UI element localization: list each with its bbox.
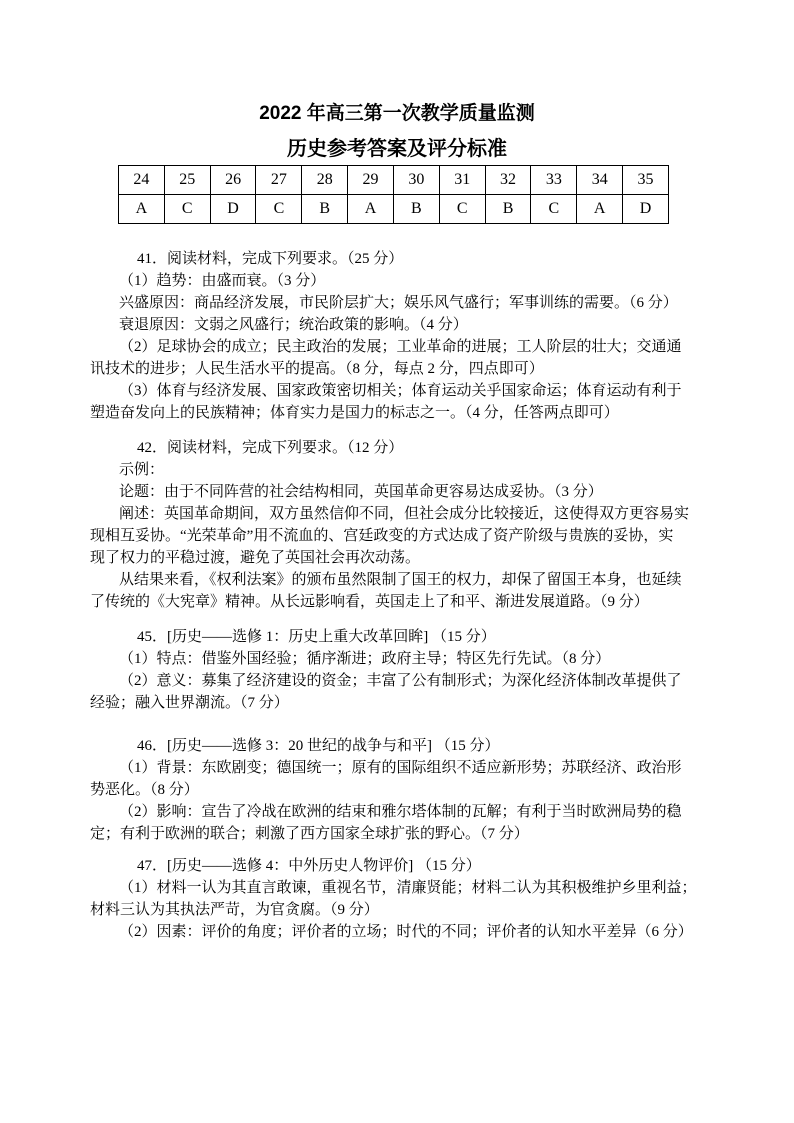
- answer-cell: D: [210, 195, 256, 224]
- answer-line: （2）影响：宣告了冷战在欧洲的结束和雅尔塔体制的瓦解；有利于当时欧洲局势的稳: [119, 804, 682, 820]
- answer-line: 47．[历史——选修 4：中外历史人物评价] （15 分）: [137, 858, 481, 874]
- answer-line: （3）体育与经济发展、国家政策密切相关；体育运动关乎国家命运；体育运动有利于: [119, 383, 682, 399]
- answer-line: （1）特点：借鉴外国经验；循序渐进；政府主导；特区先行先试。（8 分）: [119, 651, 611, 667]
- answer-line: 45．[历史——选修 1：历史上重大改革回眸] （15 分）: [137, 629, 496, 645]
- answer-cell: A: [348, 195, 394, 224]
- table-row-answers: [119, 195, 669, 224]
- question-number-cell: 34: [577, 166, 623, 195]
- answer-cell: C: [531, 195, 577, 224]
- answer-cell: C: [439, 195, 485, 224]
- answer-line: 兴盛原因：商品经济发展，市民阶层扩大；娱乐风气盛行；军事训练的需要。（6 分）: [119, 295, 678, 311]
- table-row-question-numbers: [119, 166, 669, 195]
- answer-line: 材料三认为其执法严苛，为官贪腐。（9 分）: [90, 902, 379, 918]
- answer-line: （2）足球协会的成立；民主政治的发展；工业革命的进展；工人阶层的壮大；交通通: [119, 339, 682, 355]
- answer-cell: C: [256, 195, 302, 224]
- answer-cell: C: [164, 195, 210, 224]
- question-number-cell: 28: [302, 166, 348, 195]
- answer-cell: B: [393, 195, 439, 224]
- question-number-cell: 30: [393, 166, 439, 195]
- answer-cell: D: [623, 195, 669, 224]
- answer-line: （2）意义：募集了经济建设的资金；丰富了公有制形式；为深化经济体制改革提供了: [119, 673, 682, 689]
- answer-line: 现了权力的平稳过渡，避免了英国社会再次动荡。: [90, 550, 421, 566]
- answer-line: （1）材料一认为其直言敢谏，重视名节，清廉贤能；材料二认为其积极维护乡里利益；: [119, 880, 697, 896]
- answer-line: 示例：: [119, 462, 165, 478]
- section-question-45: [90, 626, 724, 714]
- answer-line: 了传统的《大宪章》精神。从长远影响看，英国走上了和平、渐进发展道路。（9 分）: [90, 594, 649, 610]
- question-number-cell: 25: [164, 166, 210, 195]
- question-number-cell: 31: [439, 166, 485, 195]
- answer-line: 论题：由于不同阵营的社会结构相同，英国革命更容易达成妥协。（3 分）: [119, 484, 603, 500]
- answer-line: 塑造奋发向上的民族精神；体育实力是国力的标志之一。（4 分，任答两点即可）: [90, 405, 619, 421]
- answer-line: 定；有利于欧洲的联合；刺激了西方国家全球扩张的野心。（7 分）: [90, 826, 529, 842]
- section-question-42: [90, 437, 724, 613]
- answer-cell: B: [485, 195, 531, 224]
- answer-cell: A: [577, 195, 623, 224]
- answer-line: 阐述：英国革命期间，双方虽然信仰不同，但社会成分比较接近，这使得双方更容易实: [119, 506, 690, 522]
- question-number-cell: 35: [623, 166, 669, 195]
- answer-line: 现相互妥协。“光荣革命”用不流血的、宫廷政变的方式达成了资产阶级与贵族的妥协，实: [90, 528, 674, 544]
- answers-content: [0, 248, 794, 943]
- answer-line: 从结果来看，《权利法案》的颁布虽然限制了国王的权力，却保了留国王本身，也延续: [119, 572, 682, 588]
- question-number-cell: 24: [119, 166, 165, 195]
- answer-line: （2）因素：评价的角度；评价者的立场；时代的不同；评价者的认知水平差异（6 分）: [119, 924, 693, 940]
- question-number-cell: 27: [256, 166, 302, 195]
- answer-line: 势恶化。（8 分）: [90, 782, 199, 798]
- question-number-cell: 26: [210, 166, 256, 195]
- section-question-46: [90, 735, 724, 845]
- document-subtitle: 历史参考答案及评分标准: [287, 138, 507, 160]
- answer-cell: B: [302, 195, 348, 224]
- answer-line: 41．阅读材料，完成下列要求。（25 分）: [137, 251, 404, 267]
- question-number-cell: 33: [531, 166, 577, 195]
- answer-line: 42．阅读材料，完成下列要求。（12 分）: [137, 440, 404, 456]
- answer-line: 经验；融入世界潮流。（7 分）: [90, 695, 289, 711]
- answer-line: 讯技术的进步；人民生活水平的提高。（8 分，每点 2 分，四点即可）: [90, 361, 544, 377]
- answer-cell: A: [119, 195, 165, 224]
- answer-line: 衰退原因：文弱之风盛行；统治政策的影响。（4 分）: [119, 317, 468, 333]
- answer-line: （1）背景：东欧剧变；德国统一；原有的国际组织不适应新形势；苏联经济、政治形: [119, 760, 682, 776]
- section-question-41: [90, 248, 724, 424]
- answer-key-table: [118, 165, 669, 224]
- answer-line: （1）趋势：由盛而衰。（3 分）: [119, 273, 326, 289]
- answer-line: 46．[历史——选修 3：20 世纪的战争与和平] （15 分）: [137, 738, 500, 754]
- question-number-cell: 32: [485, 166, 531, 195]
- document-title: 2022 年高三第一次教学质量监测: [259, 103, 535, 124]
- question-number-cell: 29: [348, 166, 394, 195]
- section-question-47: [90, 855, 724, 943]
